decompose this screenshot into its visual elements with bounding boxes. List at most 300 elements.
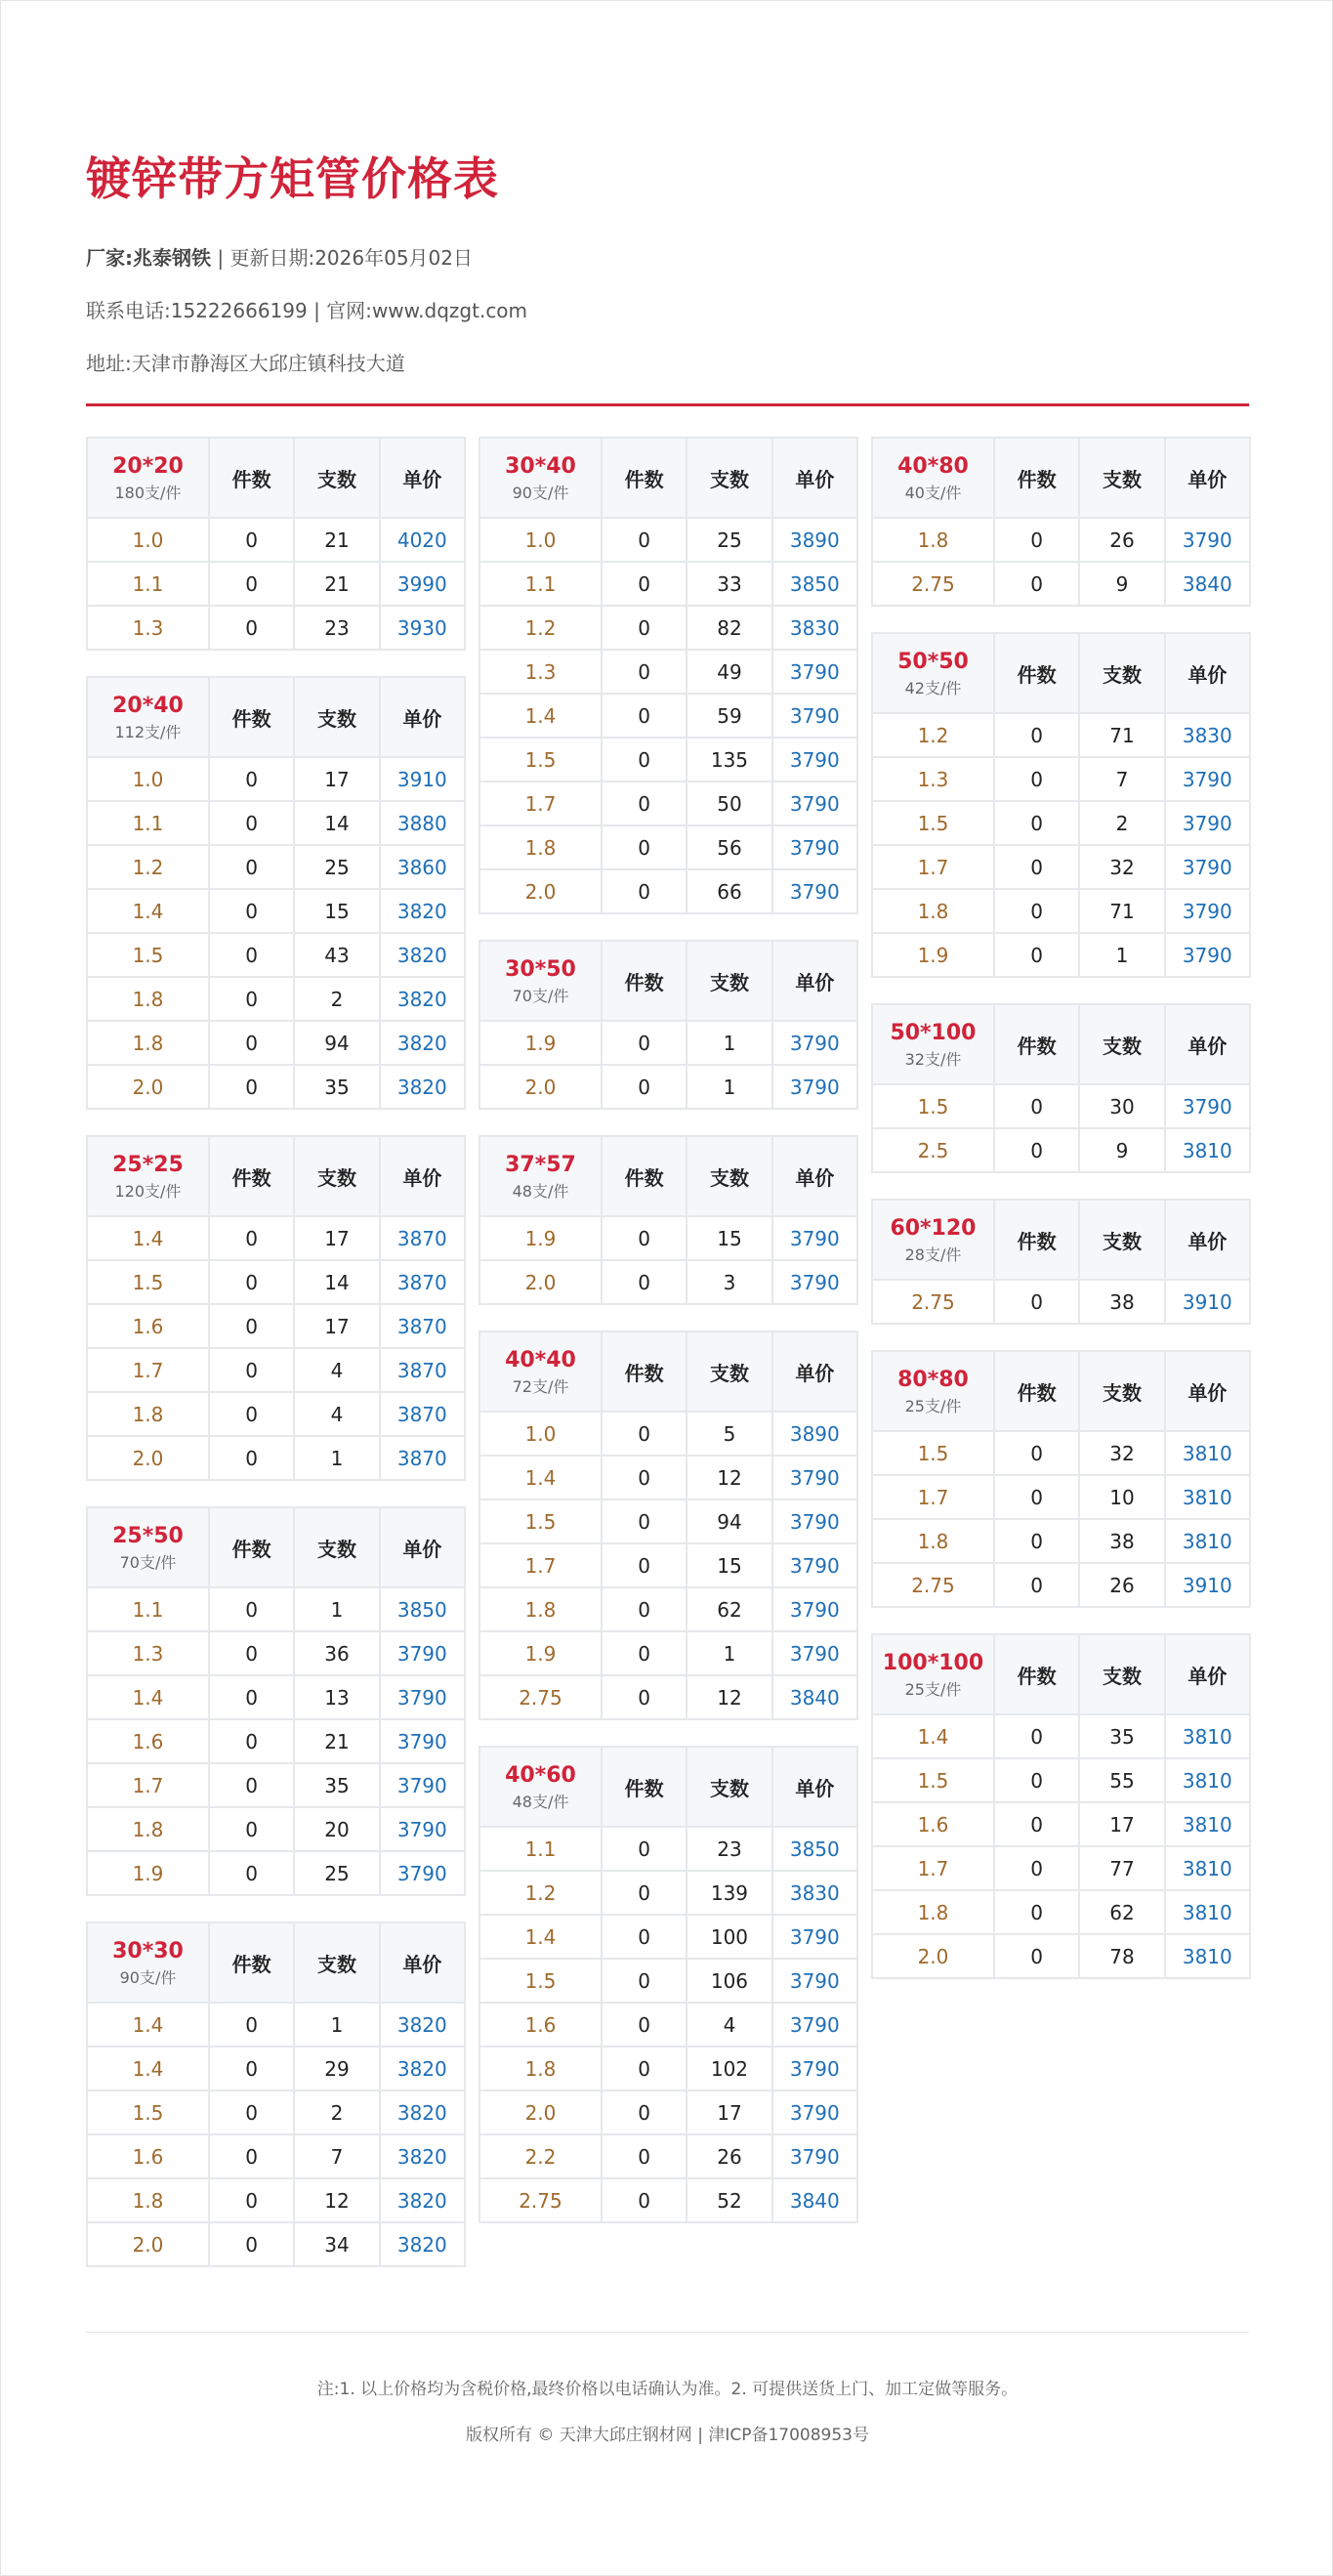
count-cell: 34 xyxy=(295,2223,378,2265)
table-row xyxy=(88,1022,464,1064)
table-header-row xyxy=(88,678,464,756)
pieces-per-bundle: 120支/件 xyxy=(114,1182,182,1201)
size-label: 50*100 xyxy=(890,1021,977,1045)
pieces-cell: 0 xyxy=(603,651,686,693)
size-header xyxy=(88,678,208,756)
thickness-cell: 2.75 xyxy=(873,1564,993,1606)
site-link[interactable]: www.dqzgt.com xyxy=(371,299,528,322)
price-cell: 3810 xyxy=(1166,1935,1249,1977)
price-cell: 3790 xyxy=(773,739,856,781)
thickness-cell: 1.4 xyxy=(88,1217,208,1259)
count-header: 支数 xyxy=(295,1923,378,2002)
size-header xyxy=(480,942,601,1020)
thickness-cell: 1.5 xyxy=(873,1432,993,1474)
price-cell: 3820 xyxy=(381,2048,464,2090)
maker-line xyxy=(86,242,473,271)
count-cell: 71 xyxy=(1080,890,1163,932)
table-row xyxy=(480,1676,856,1718)
thickness-cell: 1.1 xyxy=(480,563,601,605)
price-cell: 3840 xyxy=(773,2179,856,2221)
pieces-cell: 0 xyxy=(210,758,293,800)
price-table xyxy=(871,1003,1251,1173)
thickness-cell: 1.6 xyxy=(88,1305,208,1347)
price-cell: 3790 xyxy=(381,1632,464,1674)
pieces-cell: 0 xyxy=(603,2091,686,2133)
table-row xyxy=(873,1085,1249,1127)
price-header: 单价 xyxy=(1166,1635,1249,1713)
pieces-header: 件数 xyxy=(210,1137,293,1215)
thickness-cell: 2.0 xyxy=(873,1935,993,1977)
thickness-cell: 1.7 xyxy=(873,1847,993,1889)
count-cell: 66 xyxy=(687,870,771,912)
price-cell: 3870 xyxy=(381,1305,464,1347)
count-cell: 36 xyxy=(295,1632,378,1674)
pieces-header: 件数 xyxy=(210,439,293,517)
count-cell: 13 xyxy=(295,1676,378,1718)
count-cell: 56 xyxy=(687,826,771,868)
price-header: 单价 xyxy=(1166,1005,1249,1083)
table-row xyxy=(873,1476,1249,1518)
price-cell: 3790 xyxy=(1166,758,1249,800)
price-cell: 3850 xyxy=(773,563,856,605)
count-cell: 21 xyxy=(295,1720,378,1762)
table-row xyxy=(480,826,856,868)
size-header xyxy=(873,1352,993,1430)
pieces-cell: 0 xyxy=(603,1676,686,1718)
size-header xyxy=(873,1201,993,1279)
pieces-cell: 0 xyxy=(210,2179,293,2221)
price-header: 单价 xyxy=(381,1508,464,1586)
count-cell: 50 xyxy=(687,782,771,824)
table-row xyxy=(480,870,856,912)
thickness-cell: 2.0 xyxy=(480,1261,601,1303)
table-row xyxy=(88,1588,464,1630)
price-cell: 3830 xyxy=(773,1872,856,1914)
pieces-cell: 0 xyxy=(210,607,293,649)
thickness-cell: 1.9 xyxy=(873,934,993,976)
pieces-cell: 0 xyxy=(210,1066,293,1108)
size-label: 20*20 xyxy=(112,454,184,479)
table-row xyxy=(480,2135,856,2177)
pieces-cell: 0 xyxy=(603,1916,686,1958)
table-row xyxy=(873,1281,1249,1323)
price-cell: 3840 xyxy=(773,1676,856,1718)
pieces-cell: 0 xyxy=(210,1022,293,1064)
thickness-cell: 1.6 xyxy=(480,2004,601,2046)
count-cell: 32 xyxy=(1080,1432,1163,1474)
table-row xyxy=(873,802,1249,844)
price-cell: 3870 xyxy=(381,1349,464,1391)
price-cell: 3790 xyxy=(773,1217,856,1259)
date-label: 更新日期: xyxy=(229,246,315,270)
price-cell: 3820 xyxy=(381,2004,464,2046)
count-header: 支数 xyxy=(1080,439,1163,517)
footer-divider xyxy=(86,2332,1249,2333)
table-row xyxy=(88,1676,464,1718)
count-cell: 5 xyxy=(687,1413,771,1455)
count-cell: 82 xyxy=(687,607,771,649)
price-header: 单价 xyxy=(773,942,856,1020)
table-row xyxy=(873,563,1249,605)
count-cell: 94 xyxy=(295,1022,378,1064)
table-row xyxy=(88,2091,464,2133)
thickness-cell: 1.5 xyxy=(480,1960,601,2002)
table-row xyxy=(88,1437,464,1479)
price-cell: 3820 xyxy=(381,934,464,976)
table-header-row xyxy=(873,1201,1249,1279)
price-cell: 3790 xyxy=(773,2004,856,2046)
pieces-cell: 0 xyxy=(210,802,293,844)
pieces-cell: 0 xyxy=(603,1500,686,1542)
table-row xyxy=(88,1720,464,1762)
size-header xyxy=(873,1635,993,1713)
price-table xyxy=(479,1135,858,1305)
thickness-cell: 2.75 xyxy=(480,1676,601,1718)
table-row xyxy=(88,802,464,844)
count-cell: 3 xyxy=(687,1261,771,1303)
price-cell: 3790 xyxy=(773,1261,856,1303)
thickness-cell: 1.4 xyxy=(480,1457,601,1499)
count-header: 支数 xyxy=(687,1137,771,1215)
separator: | xyxy=(211,246,230,270)
pieces-cell: 0 xyxy=(995,802,1078,844)
thickness-cell: 1.5 xyxy=(873,1085,993,1127)
table-row xyxy=(480,2179,856,2221)
pieces-cell: 0 xyxy=(995,1432,1078,1474)
table-row xyxy=(88,2179,464,2221)
table-row xyxy=(480,739,856,781)
pieces-per-bundle: 25支/件 xyxy=(904,1680,962,1699)
price-cell: 3790 xyxy=(381,1764,464,1806)
pieces-cell: 0 xyxy=(210,2091,293,2133)
price-cell: 3810 xyxy=(1166,1432,1249,1474)
count-header: 支数 xyxy=(687,1748,771,1826)
count-cell: 23 xyxy=(295,607,378,649)
pieces-cell: 0 xyxy=(995,1564,1078,1606)
price-cell: 3850 xyxy=(773,1828,856,1870)
thickness-cell: 1.8 xyxy=(873,1520,993,1562)
site-label: 官网: xyxy=(326,299,372,322)
size-label: 37*57 xyxy=(505,1153,576,1177)
count-header: 支数 xyxy=(295,439,378,517)
thickness-cell: 1.8 xyxy=(873,519,993,561)
size-label: 40*60 xyxy=(505,1763,576,1788)
table-row xyxy=(873,1715,1249,1757)
pieces-cell: 0 xyxy=(603,1828,686,1870)
count-cell: 14 xyxy=(295,1261,378,1303)
price-cell: 3790 xyxy=(773,870,856,912)
count-cell: 26 xyxy=(1080,1564,1163,1606)
table-row xyxy=(88,2004,464,2046)
price-header: 单价 xyxy=(1166,1352,1249,1430)
pieces-cell: 0 xyxy=(995,1935,1078,1977)
thickness-cell: 1.4 xyxy=(480,1916,601,1958)
price-cell: 3790 xyxy=(773,2091,856,2133)
count-cell: 78 xyxy=(1080,1935,1163,1977)
pieces-cell: 0 xyxy=(210,1852,293,1894)
pieces-header: 件数 xyxy=(995,439,1078,517)
size-label: 30*40 xyxy=(505,454,576,479)
count-header: 支数 xyxy=(687,439,771,517)
thickness-cell: 1.7 xyxy=(873,846,993,888)
maker-name: 兆泰钢铁 xyxy=(133,246,211,270)
pieces-per-bundle: 42支/件 xyxy=(904,679,962,697)
count-cell: 135 xyxy=(687,739,771,781)
price-header: 单价 xyxy=(773,1748,856,1826)
price-cell: 3820 xyxy=(381,2091,464,2133)
price-cell: 3910 xyxy=(1166,1281,1249,1323)
table-row xyxy=(88,519,464,561)
header-divider xyxy=(86,403,1249,406)
count-cell: 17 xyxy=(1080,1803,1163,1845)
size-header xyxy=(88,1923,208,2002)
table-row xyxy=(480,1261,856,1303)
pieces-cell: 0 xyxy=(995,1847,1078,1889)
table-row xyxy=(873,1129,1249,1171)
price-cell: 3790 xyxy=(773,2048,856,2090)
count-header: 支数 xyxy=(1080,1352,1163,1430)
thickness-cell: 1.2 xyxy=(873,714,993,756)
pieces-cell: 0 xyxy=(995,1281,1078,1323)
pieces-header: 件数 xyxy=(995,1352,1078,1430)
thickness-cell: 2.75 xyxy=(480,2179,601,2221)
pieces-per-bundle: 90支/件 xyxy=(512,484,569,502)
price-cell: 3790 xyxy=(381,1852,464,1894)
pieces-cell: 0 xyxy=(210,2048,293,2090)
table-header-row xyxy=(88,1508,464,1586)
count-cell: 1 xyxy=(295,1437,378,1479)
pieces-cell: 0 xyxy=(210,934,293,976)
table-row xyxy=(88,1393,464,1435)
table-row xyxy=(480,1916,856,1958)
thickness-cell: 1.2 xyxy=(88,846,208,888)
pieces-cell: 0 xyxy=(210,1588,293,1630)
pieces-per-bundle: 112支/件 xyxy=(114,723,182,741)
thickness-cell: 1.6 xyxy=(873,1803,993,1845)
thickness-cell: 1.0 xyxy=(480,519,601,561)
thickness-cell: 1.5 xyxy=(873,1759,993,1801)
table-row xyxy=(480,1413,856,1455)
price-table xyxy=(871,632,1251,978)
table-header-row xyxy=(88,1923,464,2002)
thickness-cell: 1.5 xyxy=(480,739,601,781)
table-row xyxy=(88,1852,464,1894)
price-cell: 3790 xyxy=(1166,846,1249,888)
size-header xyxy=(480,1137,601,1215)
price-table xyxy=(86,1506,466,1896)
pieces-cell: 0 xyxy=(603,563,686,605)
price-header: 单价 xyxy=(773,1332,856,1411)
table-header-row xyxy=(88,1137,464,1215)
pieces-cell: 0 xyxy=(995,1520,1078,1562)
thickness-cell: 2.5 xyxy=(873,1129,993,1171)
pieces-per-bundle: 90支/件 xyxy=(119,1968,177,1987)
thickness-cell: 1.0 xyxy=(88,519,208,561)
price-cell: 3830 xyxy=(773,607,856,649)
address-line xyxy=(86,348,405,376)
pieces-cell: 0 xyxy=(995,934,1078,976)
thickness-cell: 1.8 xyxy=(873,1891,993,1933)
column-2 xyxy=(479,437,858,2249)
count-cell: 20 xyxy=(295,1808,378,1850)
thickness-cell: 1.1 xyxy=(88,1588,208,1630)
thickness-cell: 1.1 xyxy=(480,1828,601,1870)
pieces-cell: 0 xyxy=(603,1457,686,1499)
count-cell: 14 xyxy=(295,802,378,844)
table-header-row xyxy=(873,634,1249,712)
price-cell: 3810 xyxy=(1166,1129,1249,1171)
price-header: 单价 xyxy=(381,1923,464,2002)
pieces-cell: 0 xyxy=(210,1261,293,1303)
price-table xyxy=(86,437,466,651)
table-row xyxy=(88,934,464,976)
table-header-row xyxy=(480,942,856,1020)
page-header xyxy=(86,148,1249,210)
table-row xyxy=(480,1828,856,1870)
thickness-cell: 1.8 xyxy=(88,1022,208,1064)
thickness-cell: 1.4 xyxy=(88,890,208,932)
count-cell: 2 xyxy=(1080,802,1163,844)
size-header xyxy=(873,1005,993,1083)
size-header xyxy=(873,439,993,517)
price-header: 单价 xyxy=(1166,439,1249,517)
table-row xyxy=(480,651,856,693)
pieces-cell: 0 xyxy=(210,1349,293,1391)
table-row xyxy=(88,1632,464,1674)
price-cell: 3790 xyxy=(1166,890,1249,932)
pieces-cell: 0 xyxy=(603,1960,686,2002)
count-header: 支数 xyxy=(1080,1635,1163,1713)
size-header xyxy=(88,1508,208,1586)
pieces-header: 件数 xyxy=(210,678,293,756)
count-cell: 30 xyxy=(1080,1085,1163,1127)
price-cell: 3810 xyxy=(1166,1891,1249,1933)
price-header: 单价 xyxy=(1166,634,1249,712)
thickness-cell: 2.0 xyxy=(480,2091,601,2133)
price-cell: 3790 xyxy=(1166,802,1249,844)
price-cell: 3880 xyxy=(381,802,464,844)
price-table xyxy=(86,1135,466,1481)
price-cell: 3840 xyxy=(1166,563,1249,605)
price-cell: 3810 xyxy=(1166,1759,1249,1801)
count-header: 支数 xyxy=(295,678,378,756)
table-row xyxy=(873,846,1249,888)
thickness-cell: 1.7 xyxy=(88,1764,208,1806)
thickness-cell: 1.9 xyxy=(480,1022,601,1064)
size-header xyxy=(88,439,208,517)
size-label: 20*40 xyxy=(112,694,184,718)
table-row xyxy=(88,890,464,932)
pieces-cell: 0 xyxy=(210,2004,293,2046)
pieces-cell: 0 xyxy=(210,846,293,888)
size-header xyxy=(480,1748,601,1826)
price-table xyxy=(871,1633,1251,1979)
size-header xyxy=(480,1332,601,1411)
count-cell: 62 xyxy=(1080,1891,1163,1933)
pieces-cell: 0 xyxy=(603,2135,686,2177)
price-table xyxy=(871,437,1251,607)
pieces-per-bundle: 40支/件 xyxy=(904,484,962,502)
count-cell: 17 xyxy=(687,2091,771,2133)
pieces-cell: 0 xyxy=(603,1588,686,1630)
price-cell: 3790 xyxy=(381,1720,464,1762)
price-cell: 3790 xyxy=(773,1632,856,1674)
thickness-cell: 1.8 xyxy=(480,2048,601,2090)
pieces-cell: 0 xyxy=(210,1676,293,1718)
pieces-per-bundle: 70支/件 xyxy=(119,1553,177,1572)
pieces-cell: 0 xyxy=(995,758,1078,800)
price-cell: 3810 xyxy=(1166,1715,1249,1757)
size-label: 60*120 xyxy=(890,1216,977,1241)
pieces-header: 件数 xyxy=(603,439,686,517)
count-cell: 4 xyxy=(687,2004,771,2046)
price-table xyxy=(479,940,858,1110)
count-cell: 94 xyxy=(687,1500,771,1542)
count-cell: 35 xyxy=(1080,1715,1163,1757)
pieces-cell: 0 xyxy=(603,519,686,561)
table-row xyxy=(873,1935,1249,1977)
thickness-cell: 1.6 xyxy=(88,2135,208,2177)
count-cell: 1 xyxy=(295,2004,378,2046)
pieces-cell: 0 xyxy=(603,1022,686,1064)
count-header: 支数 xyxy=(687,1332,771,1411)
price-cell: 3820 xyxy=(381,890,464,932)
table-row xyxy=(873,890,1249,932)
thickness-cell: 1.3 xyxy=(88,1632,208,1674)
count-cell: 26 xyxy=(687,2135,771,2177)
table-row xyxy=(480,1066,856,1108)
pieces-cell: 0 xyxy=(995,1759,1078,1801)
table-row xyxy=(88,1349,464,1391)
price-cell: 3860 xyxy=(381,846,464,888)
table-row xyxy=(88,2048,464,2090)
size-header xyxy=(88,1137,208,1215)
phone-number[interactable]: 15222666199 xyxy=(170,299,308,322)
count-cell: 21 xyxy=(295,519,378,561)
thickness-cell: 1.8 xyxy=(873,890,993,932)
count-cell: 33 xyxy=(687,563,771,605)
pieces-per-bundle: 25支/件 xyxy=(904,1397,962,1415)
price-cell: 3790 xyxy=(381,1676,464,1718)
pieces-cell: 0 xyxy=(210,519,293,561)
pieces-per-bundle: 32支/件 xyxy=(904,1050,962,1069)
pieces-cell: 0 xyxy=(995,890,1078,932)
price-cell: 3790 xyxy=(773,782,856,824)
table-row xyxy=(480,563,856,605)
count-cell: 1 xyxy=(295,1588,378,1630)
price-cell: 3820 xyxy=(381,1066,464,1108)
size-header xyxy=(873,634,993,712)
table-row xyxy=(480,2091,856,2133)
thickness-cell: 1.7 xyxy=(873,1476,993,1518)
thickness-cell: 1.4 xyxy=(88,1676,208,1718)
pieces-per-bundle: 70支/件 xyxy=(512,987,569,1005)
pieces-header: 件数 xyxy=(995,1201,1078,1279)
pieces-cell: 0 xyxy=(603,782,686,824)
price-cell: 3910 xyxy=(381,758,464,800)
pieces-cell: 0 xyxy=(603,607,686,649)
table-row xyxy=(88,1764,464,1806)
price-header: 单价 xyxy=(773,1137,856,1215)
pieces-header: 件数 xyxy=(603,1137,686,1215)
thickness-cell: 1.2 xyxy=(480,1872,601,1914)
pieces-header: 件数 xyxy=(603,1748,686,1826)
contact-line xyxy=(86,295,527,323)
count-cell: 17 xyxy=(295,1305,378,1347)
size-label: 25*25 xyxy=(112,1153,184,1177)
table-row xyxy=(480,2004,856,2046)
table-row xyxy=(88,2135,464,2177)
